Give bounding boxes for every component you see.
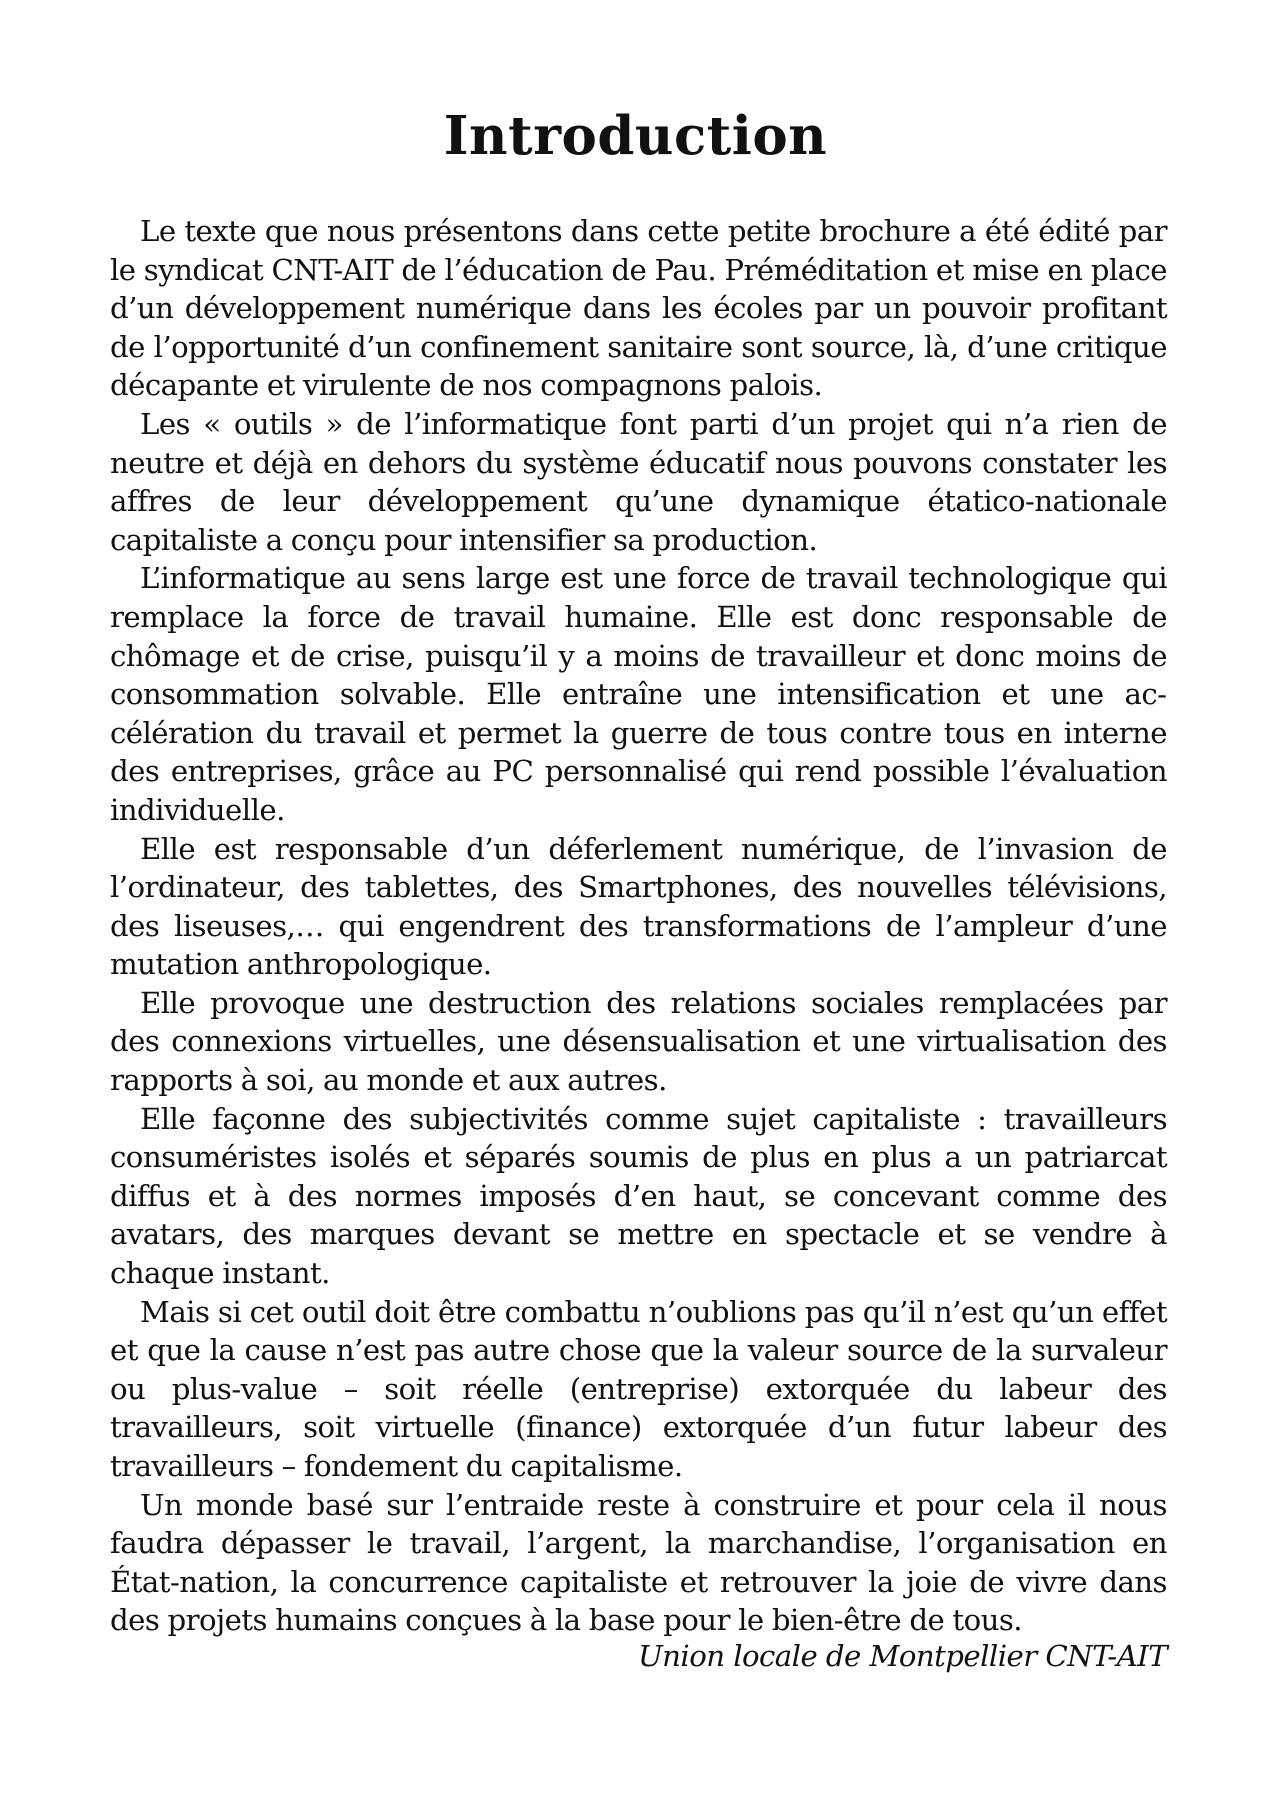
paragraph-2: Les « outils » de l’informatique font parti d’un projet qui n’a rien de neutre et déjà en dehors du système éducatif nous pouvons constater les affres de leur développement qu’une dynamique étatico-nationale capitaliste a conçu pour intensifier sa production. <box>110 406 1167 557</box>
paragraph-5: Elle provoque une destruction des relations sociales remplacées par des connexions virtuelles, une désensualisation et une virtualisation des rapports à soi, au monde et aux autres. <box>110 985 1167 1098</box>
page-title: Introduction <box>443 105 828 167</box>
paragraph-1: Le texte que nous présentons dans cette petite brochure a été édité par le syndicat CNT-AIT de l’éducation de Pau. Préméditation et mise en place d’un développement numérique dans les écoles par un pouvoir profitant de l’opportunité d’un confinement sanitaire sont source, là, d’une critique décapante et virulente de nos compagnons palois. <box>110 214 1167 403</box>
paragraph-6: Elle façonne des subjectivités comme sujet capitaliste : travailleurs consuméristes isolés et séparés soumis de plus en plus a un patriarcat diffus et à des normes imposés d’en haut, se concevant comme des avatars, des marques devant se mettre en spectacle et se vendre à chaque instant. <box>110 1101 1167 1291</box>
paragraph-3: L’informatique au sens large est une force de travail technologique qui remplace la force de travail humaine. Elle est donc responsable de chômage et de crise, puisqu’il y a moins de travailleur et donc moins de consommation solvable. Elle entraîne une intensification et une accélération du travail et permet la guerre de tous contre tous en interne des entreprises, grâce au PC personnalisé qui rend possible l’évaluation individuelle. <box>110 561 1167 827</box>
body-text <box>110 212 1167 1640</box>
paragraph-7: Mais si cet outil doit être combattu n’oublions pas qu’il n’est qu’un effet et que la cause n’est pas autre chose que la valeur source de la survaleur ou plus-value – soit réelle (entreprise) extorquée du labeur des travailleurs, soit virtuelle (finance) extorquée d’un futur labeur des travailleurs – fondement du capitalisme. <box>110 1294 1167 1483</box>
paragraph-4: Elle est responsable d’un déferlement numérique, de l’invasion de l’ordinateur, des tablettes, des Smartphones, des nouvelles télévisions, des liseuses,… qui engendrent des transformations de l’ampleur d’une mutation anthropologique. <box>110 831 1167 982</box>
paragraph-8: Un monde basé sur l’entraide reste à construire et pour cela il nous faudra dépasser le travail, l’argent, la marchandise, l’organisation en État-nation, la concurrence capitaliste et retrouver la joie de vivre dans des projets humains conçues à la base pour le bien-être de tous. <box>110 1487 1167 1638</box>
signature: Union locale de Montpellier CNT-AIT <box>638 1639 1167 1673</box>
